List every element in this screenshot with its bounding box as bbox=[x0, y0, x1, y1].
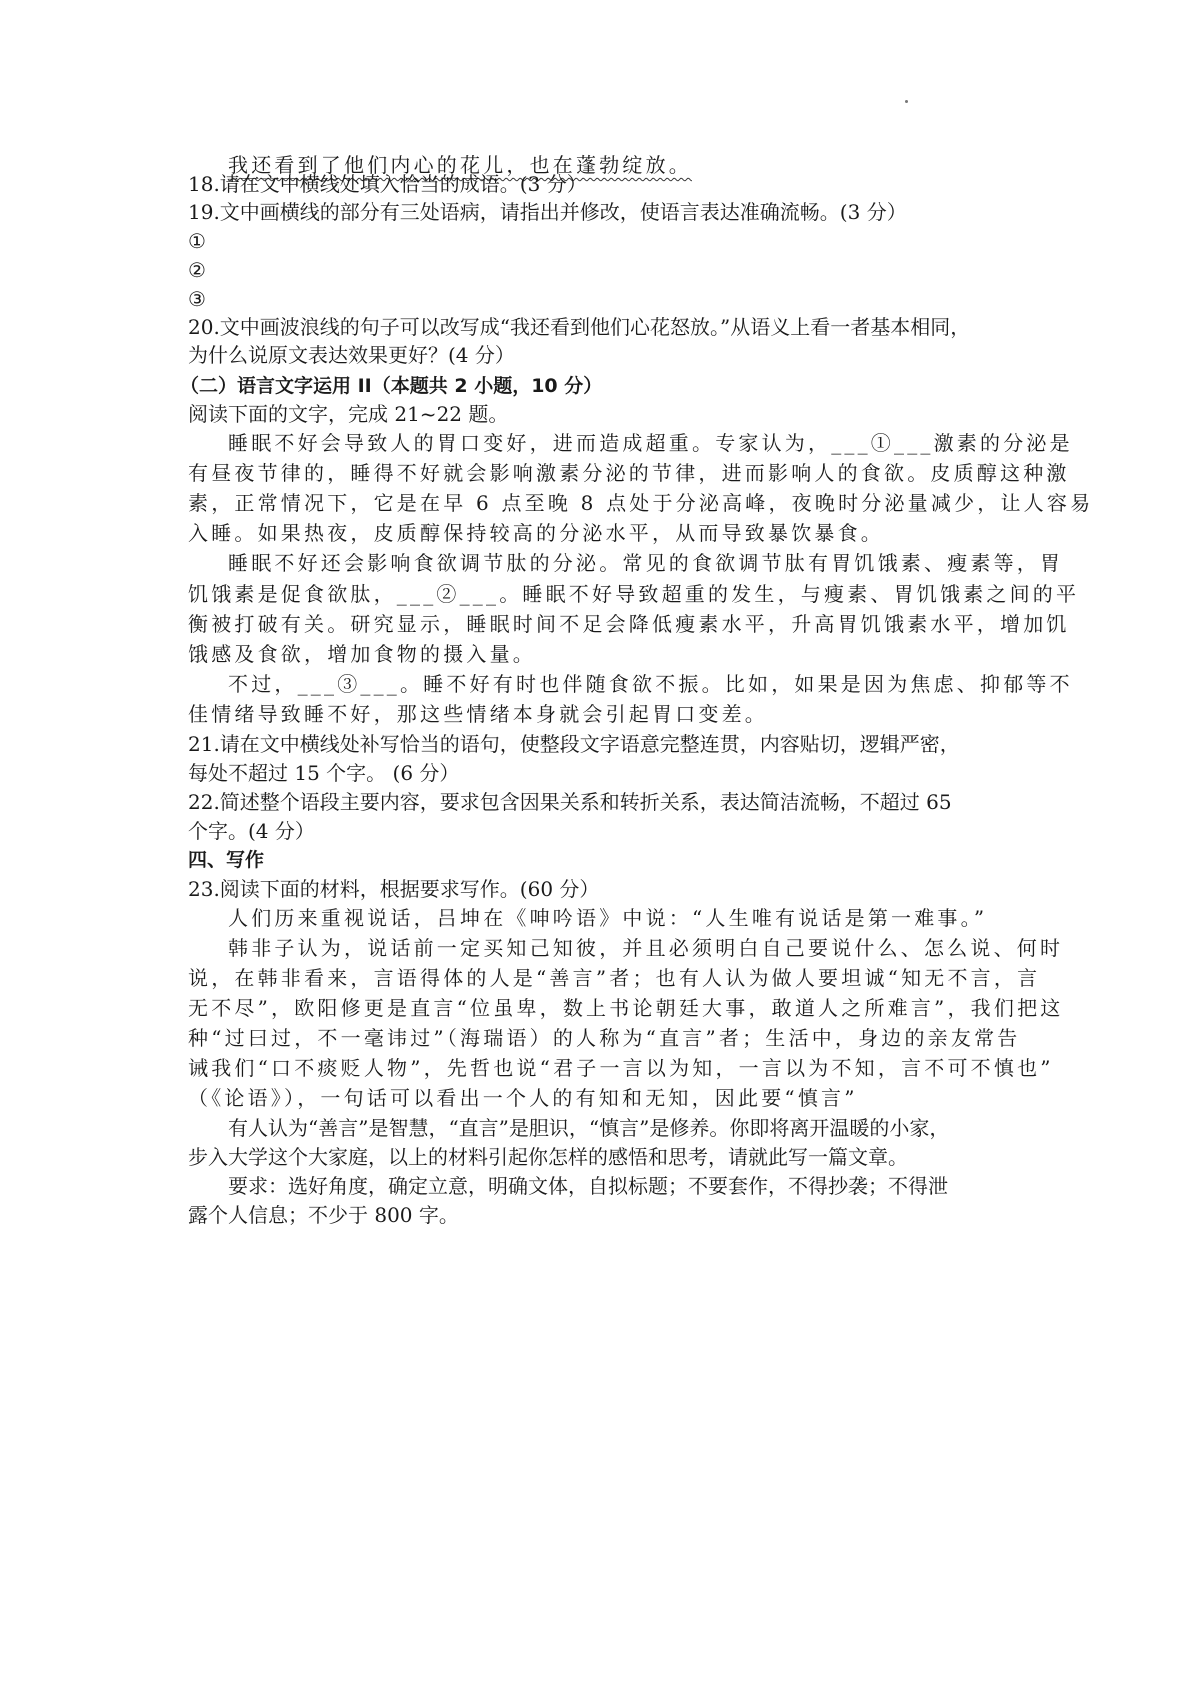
scan-speck bbox=[905, 100, 908, 103]
wavy-sentence-text: 我还看到了他们内心的花儿，也在蓬勃绽放。 bbox=[228, 153, 692, 177]
question-18: 18.请在文中横线处填入恰当的成语。(3 分） bbox=[188, 172, 587, 196]
passage-p2-line-2: 饥饿素是促食欲肽，___②___。睡眠不好导致超重的发生，与瘦素、胃饥饿素之间的平 bbox=[188, 582, 1080, 606]
question-21-line-1: 21.请在文中横线处补写恰当的语句，使整段文字语意完整连贯，内容贴切，逻辑严密， bbox=[188, 732, 960, 756]
section-heading-writing: 四、写作 bbox=[188, 849, 265, 871]
passage-p1-line-2: 有昼夜节律的，睡得不好就会影响激素分泌的节律，进而影响人的食欲。皮质醇这种激 bbox=[188, 461, 1070, 485]
material-p2-line-1: 韩非子认为，说话前一定买知己知彼，并且必须明白自己要说什么、怎么说、何时 bbox=[228, 936, 1064, 960]
answer-slot-1: ① bbox=[188, 229, 206, 253]
question-21-line-2: 每处不超过 15 个字。 (6 分） bbox=[188, 761, 460, 785]
material-p3-line-1: 有人认为“善言”是智慧，“直言”是胆识，“慎言”是修养。你即将离开温暖的小家， bbox=[228, 1116, 950, 1140]
question-19: 19.文中画横线的部分有三处语病，请指出并修改，使语言表达准确流畅。(3 分） bbox=[188, 200, 907, 224]
passage-p3-line-2: 佳情绪导致睡不好，那这些情绪本身就会引起胃口变差。 bbox=[188, 702, 768, 726]
passage-p1-line-1: 睡眠不好会导致人的胃口变好，进而造成超重。专家认为，___①___激素的分泌是 bbox=[228, 431, 1073, 455]
material-p2-line-2: 说，在韩非看来，言语得体的人是“善言”者；也有人认为做人要坦诚“知无不言，言 bbox=[188, 966, 1041, 990]
question-23: 23.阅读下面的材料，根据要求写作。(60 分） bbox=[188, 877, 600, 901]
reading-instruction: 阅读下面的文字，完成 21~22 题。 bbox=[188, 402, 509, 426]
question-22-line-2: 个字。(4 分） bbox=[188, 819, 315, 843]
passage-p1-line-4: 入睡。如果热夜，皮质醇保持较高的分泌水平，从而导致暴饮暴食。 bbox=[188, 521, 884, 545]
passage-p2-line-1: 睡眠不好还会影响食欲调节肽的分泌。常见的食欲调节肽有胃饥饿素、瘦素等，胃 bbox=[228, 551, 1064, 575]
section-heading-language-use-2: （二）语言文字运用 II（本题共 2 小题，10 分） bbox=[180, 375, 603, 397]
question-20-line-2: 为什么说原文表达效果更好？(4 分） bbox=[188, 343, 515, 367]
passage-p1-line-3: 素，正常情况下，它是在早 6 点至晚 8 点处于分泌高峰，夜晚时分泌量减少，让人容易 bbox=[188, 491, 1094, 515]
passage-p2-line-4: 饿感及食欲，增加食物的摄入量。 bbox=[188, 642, 536, 666]
question-22-line-1: 22.简述整个语段主要内容，要求包含因果关系和转折关系，表达简洁流畅，不超过 65 bbox=[188, 790, 952, 814]
question-20-line-1: 20.文中画波浪线的句子可以改写成“我还看到他们心花怒放。”从语义上看一者基本相同， bbox=[188, 315, 971, 339]
passage-p2-line-3: 衡被打破有关。研究显示，睡眠时间不足会降低瘦素水平，升高胃饥饿素水平，增加饥 bbox=[188, 612, 1070, 636]
material-p3-line-2: 步入大学这个大家庭，以上的材料引起你怎样的感悟和思考，请就此写一篇文章。 bbox=[188, 1145, 908, 1169]
passage-p3-line-1: 不过，___③___。睡不好有时也伴随食欲不振。比如，如果是因为焦虑、抑郁等不 bbox=[228, 672, 1073, 696]
answer-slot-3: ③ bbox=[188, 287, 206, 311]
material-p2-line-4: 种“过曰过，不一毫讳过”（海瑞语）的人称为“直言”者；生活中，身边的亲友常告 bbox=[188, 1026, 1021, 1050]
requirements-line-1: 要求：选好角度，确定立意，明确文体，自拟标题；不要套作，不得抄袭；不得泄 bbox=[228, 1174, 948, 1198]
requirements-line-2: 露个人信息；不少于 800 字。 bbox=[188, 1203, 459, 1227]
answer-slot-2: ② bbox=[188, 258, 206, 282]
material-p2-line-5: 诫我们“口不痰贬人物”，先哲也说“君子一言以为知，一言以为不知，言不可不慎也” bbox=[188, 1056, 1054, 1080]
material-p2-line-3: 无不尽”，欧阳修更是直言“位虽卑，数上书论朝廷大事，敢道人之所难言”，我们把这 bbox=[188, 996, 1064, 1020]
material-p2-line-6: （《论语》），一句话可以看出一个人的有知和无知，因此要“慎言” bbox=[188, 1086, 858, 1110]
material-p1: 人们历来重视说话，吕坤在《呻吟语》中说：“人生唯有说话是第一难事。” bbox=[228, 906, 988, 930]
